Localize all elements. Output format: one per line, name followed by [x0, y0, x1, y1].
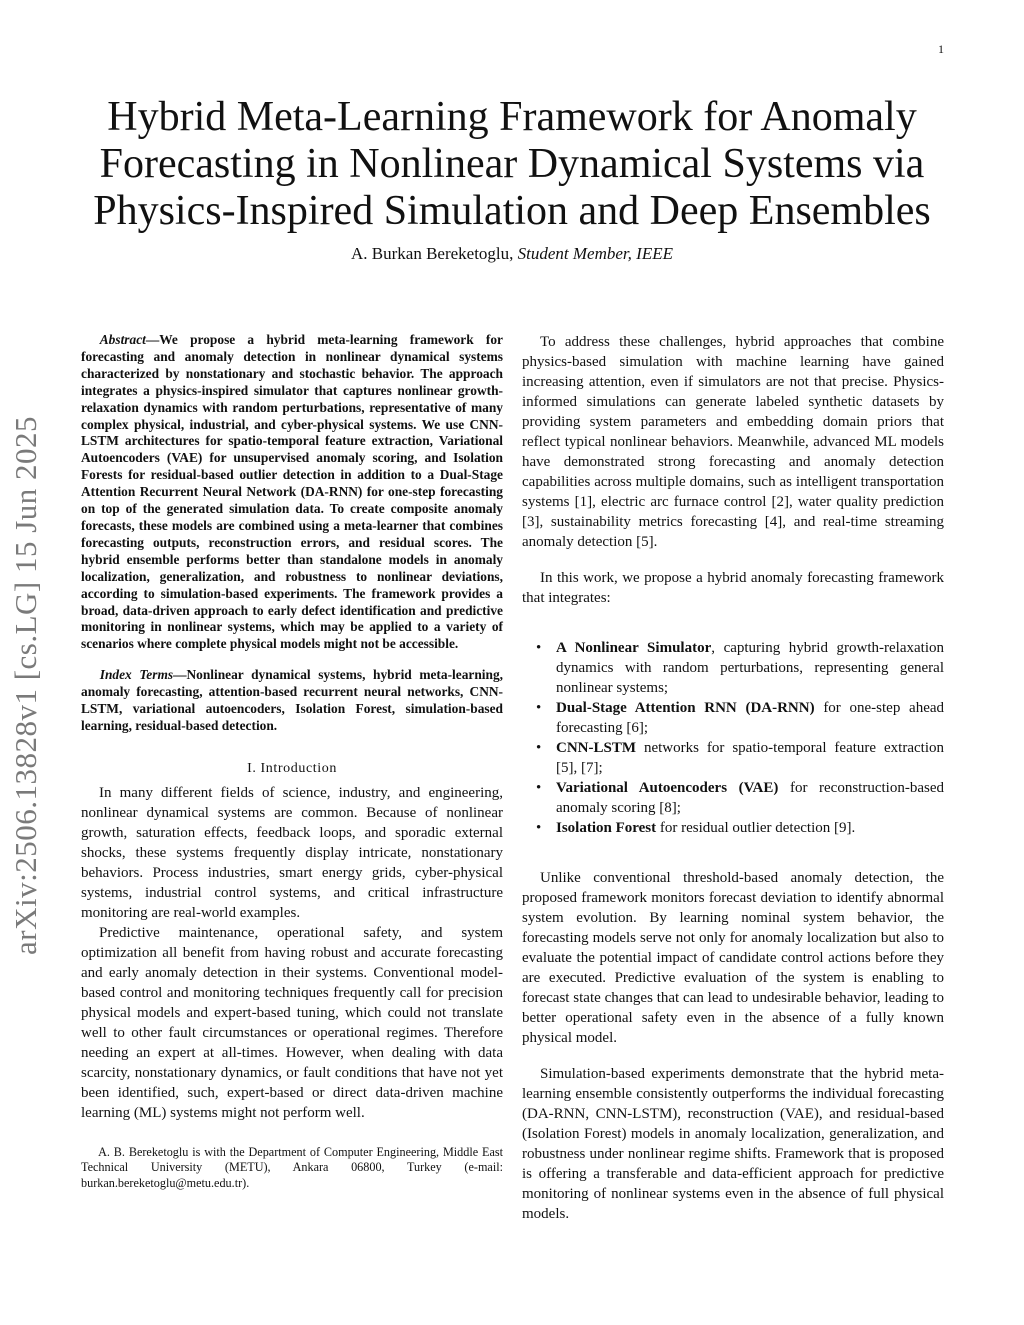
list-item-bold: Dual-Stage Attention RNN (DA-RNN): [556, 700, 815, 716]
author-footnote: A. B. Bereketoglu is with the Department of Computer Engineering, Middle East Technical University (METU), Ankara 06800, Turkey (e-mail: burkan.bereketoglu@metu.edu.tr).: [81, 1144, 503, 1190]
list-item-text: for one-step ahead forecasting [6];: [556, 700, 945, 736]
title-line: Forecasting in Nonlinear Dynamical Systems via: [99, 141, 925, 187]
bullet-icon: •: [536, 740, 542, 756]
body-paragraph: Predictive maintenance, operational safety, and system optimization all benefit from having robust and accurate forecasting and early anomaly detection in their systems. Conventional model-based control and monitoring techniques frequently call for precision physical models and expert-based tuning, which could not translate well to other fault circumstances or operational regimes. Therefore needing an expert at all-times. However, when dealing with data scarcity, nonstationary dynamics, or fault conditions that have not yet been identified, such, expert-based or direct data-driven machine learning (ML) systems might not perform well.: [81, 924, 503, 1121]
title-line: Hybrid Meta-Learning Framework for Anomaly: [107, 94, 917, 140]
bullet-icon: •: [536, 820, 542, 836]
section-heading: I. Introduction: [247, 760, 337, 776]
list-item: [522, 698, 944, 738]
left-column: [81, 332, 503, 1191]
index-terms-label: Index Terms: [99, 667, 174, 683]
abstract: [81, 332, 503, 653]
list-item-bold: Variational Autoencoders (VAE): [556, 780, 779, 796]
abstract-text: —We propose a hybrid meta-learning framework for forecasting and anomaly detection in nonlinear dynamical systems characterized by nonstationary and stochastic behavior. The approach integrates a physics-inspired simulator that captures nonlinear growth-relaxation dynamics with random perturbations, representative of many complex physical, industrial, and cyber-physical systems. We use CNN-LSTM architectures for spatio-temporal feature extraction, Variational Autoencoders (VAE) for unsupervised anomaly scoring, and Isolation Forests for residual-based outlier detection in addition to a Dual-Stage Attention Recurrent Neural Network (DA-RNN) for one-step forecasting on top of the generated simulation data. To create composite anomaly forecasts, these models are combined using a meta-learner that combines forecasting outputs, reconstruction errors, and residual scores. The hybrid ensemble performs better than standalone models in anomaly localization, generalization, and robustness to nonlinear deviations, according to simulation-based experiments. The framework provides a broad, data-driven approach to early defect identification and predictive monitoring in nonlinear systems, which may be applied to a variety of scenarios where complete physical models might not be accessible.: [81, 332, 503, 652]
paper-title: [80, 94, 944, 235]
list-item-text: , capturing hybrid growth-relaxation dynamics with random perturbations, representing general nonlinear systems;: [556, 640, 944, 696]
list-item-text: for residual outlier detection [9].: [656, 820, 856, 836]
author-affiliation: Student Member, IEEE: [517, 244, 673, 263]
author-line: [80, 244, 944, 264]
list-item: [522, 818, 944, 838]
body-paragraph: Unlike conventional threshold-based anomaly detection, the proposed framework monitors forecast deviation to identify abnormal system evolution. By learning nominal system behavior, the forecasting models serve not only for anomaly localization but also to evaluate the potential impact of candidate control actions before they are executed. Predictive evaluation of the system is enabling to forecast state changes that can lead to undesirable behavior, leading to better operational safety even in the absence of a fully known physical model.: [522, 870, 944, 1046]
bullet-icon: •: [536, 780, 542, 796]
body-paragraph: In many different fields of science, industry, and engineering, nonlinear dynamical systems are common. Because of nonlinear growth, saturation effects, feedback loops, and sporadic external shocks, these systems frequently display intricate, nonstationary behaviors. Process industries, smart energy grids, cyber-physical systems, industrial control systems, and critical infrastructure monitoring are real-world examples.: [81, 784, 503, 921]
bullet-icon: •: [536, 700, 542, 716]
index-terms-text: —Nonlinear dynamical systems, hybrid meta-learning, anomaly forecasting, attention-based recurrent neural networks, CNN-LSTM, variational autoencoders, Isolation Forest, simulation-based learning, residual-based detection.: [81, 667, 504, 733]
bullet-icon: •: [536, 640, 542, 656]
title-line: Physics-Inspired Simulation and Deep Ensembles: [93, 188, 931, 234]
body-paragraph: In this work, we propose a hybrid anomaly forecasting framework that integrates:: [522, 570, 944, 606]
list-item-bold: CNN-LSTM: [556, 740, 637, 756]
list-item: [522, 778, 944, 818]
right-column: [522, 332, 944, 1224]
list-item: [522, 738, 944, 778]
author-name: A. Burkan Bereketoglu,: [351, 244, 518, 263]
list-item: [522, 638, 944, 698]
list-item-text: networks for spatio-temporal feature extraction [5], [7];: [556, 740, 944, 776]
index-terms: [81, 667, 503, 735]
list-item-text: for reconstruction-based anomaly scoring [8];: [556, 780, 944, 816]
contribution-list: [522, 638, 944, 838]
list-item-bold: Isolation Forest: [556, 820, 657, 836]
list-item-bold: A Nonlinear Simulator: [556, 640, 712, 656]
page-number: 1: [938, 42, 944, 56]
body-paragraph: Simulation-based experiments demonstrate that the hybrid meta-learning ensemble consistently outperforms the individual forecasting (DA-RNN, CNN-LSTM), reconstruction (VAE), and residual-based (Isolation Forest) models in anomaly localization, generalization, and robustness under nonlinear regime shifts. Framework that is proposed is offering a transferable and data-efficient approach for predictive monitoring of nonlinear systems even in the absence of full physical models.: [522, 1066, 944, 1222]
body-paragraph: To address these challenges, hybrid approaches that combine physics-based simulation with machine learning have gained increasing attention, even if simulators are not that precise. Physics-informed simulations can generate labeled synthetic datasets by providing system parameters and embedding domain priors that reflect typical nonlinear behaviors. Meanwhile, advanced ML models have demonstrated strong forecasting and anomaly detection capabilities across multiple domains, such as intelligent transportation systems [1], electric arc furnace control [2], water quality prediction [3], sustainability metrics forecasting [4], and real-time streaming anomaly detection [5].: [522, 334, 944, 550]
arxiv-identifier: arXiv:2506.13828v1 [cs.LG] 15 Jun 2025: [8, 415, 43, 955]
abstract-label: Abstract: [99, 332, 146, 347]
